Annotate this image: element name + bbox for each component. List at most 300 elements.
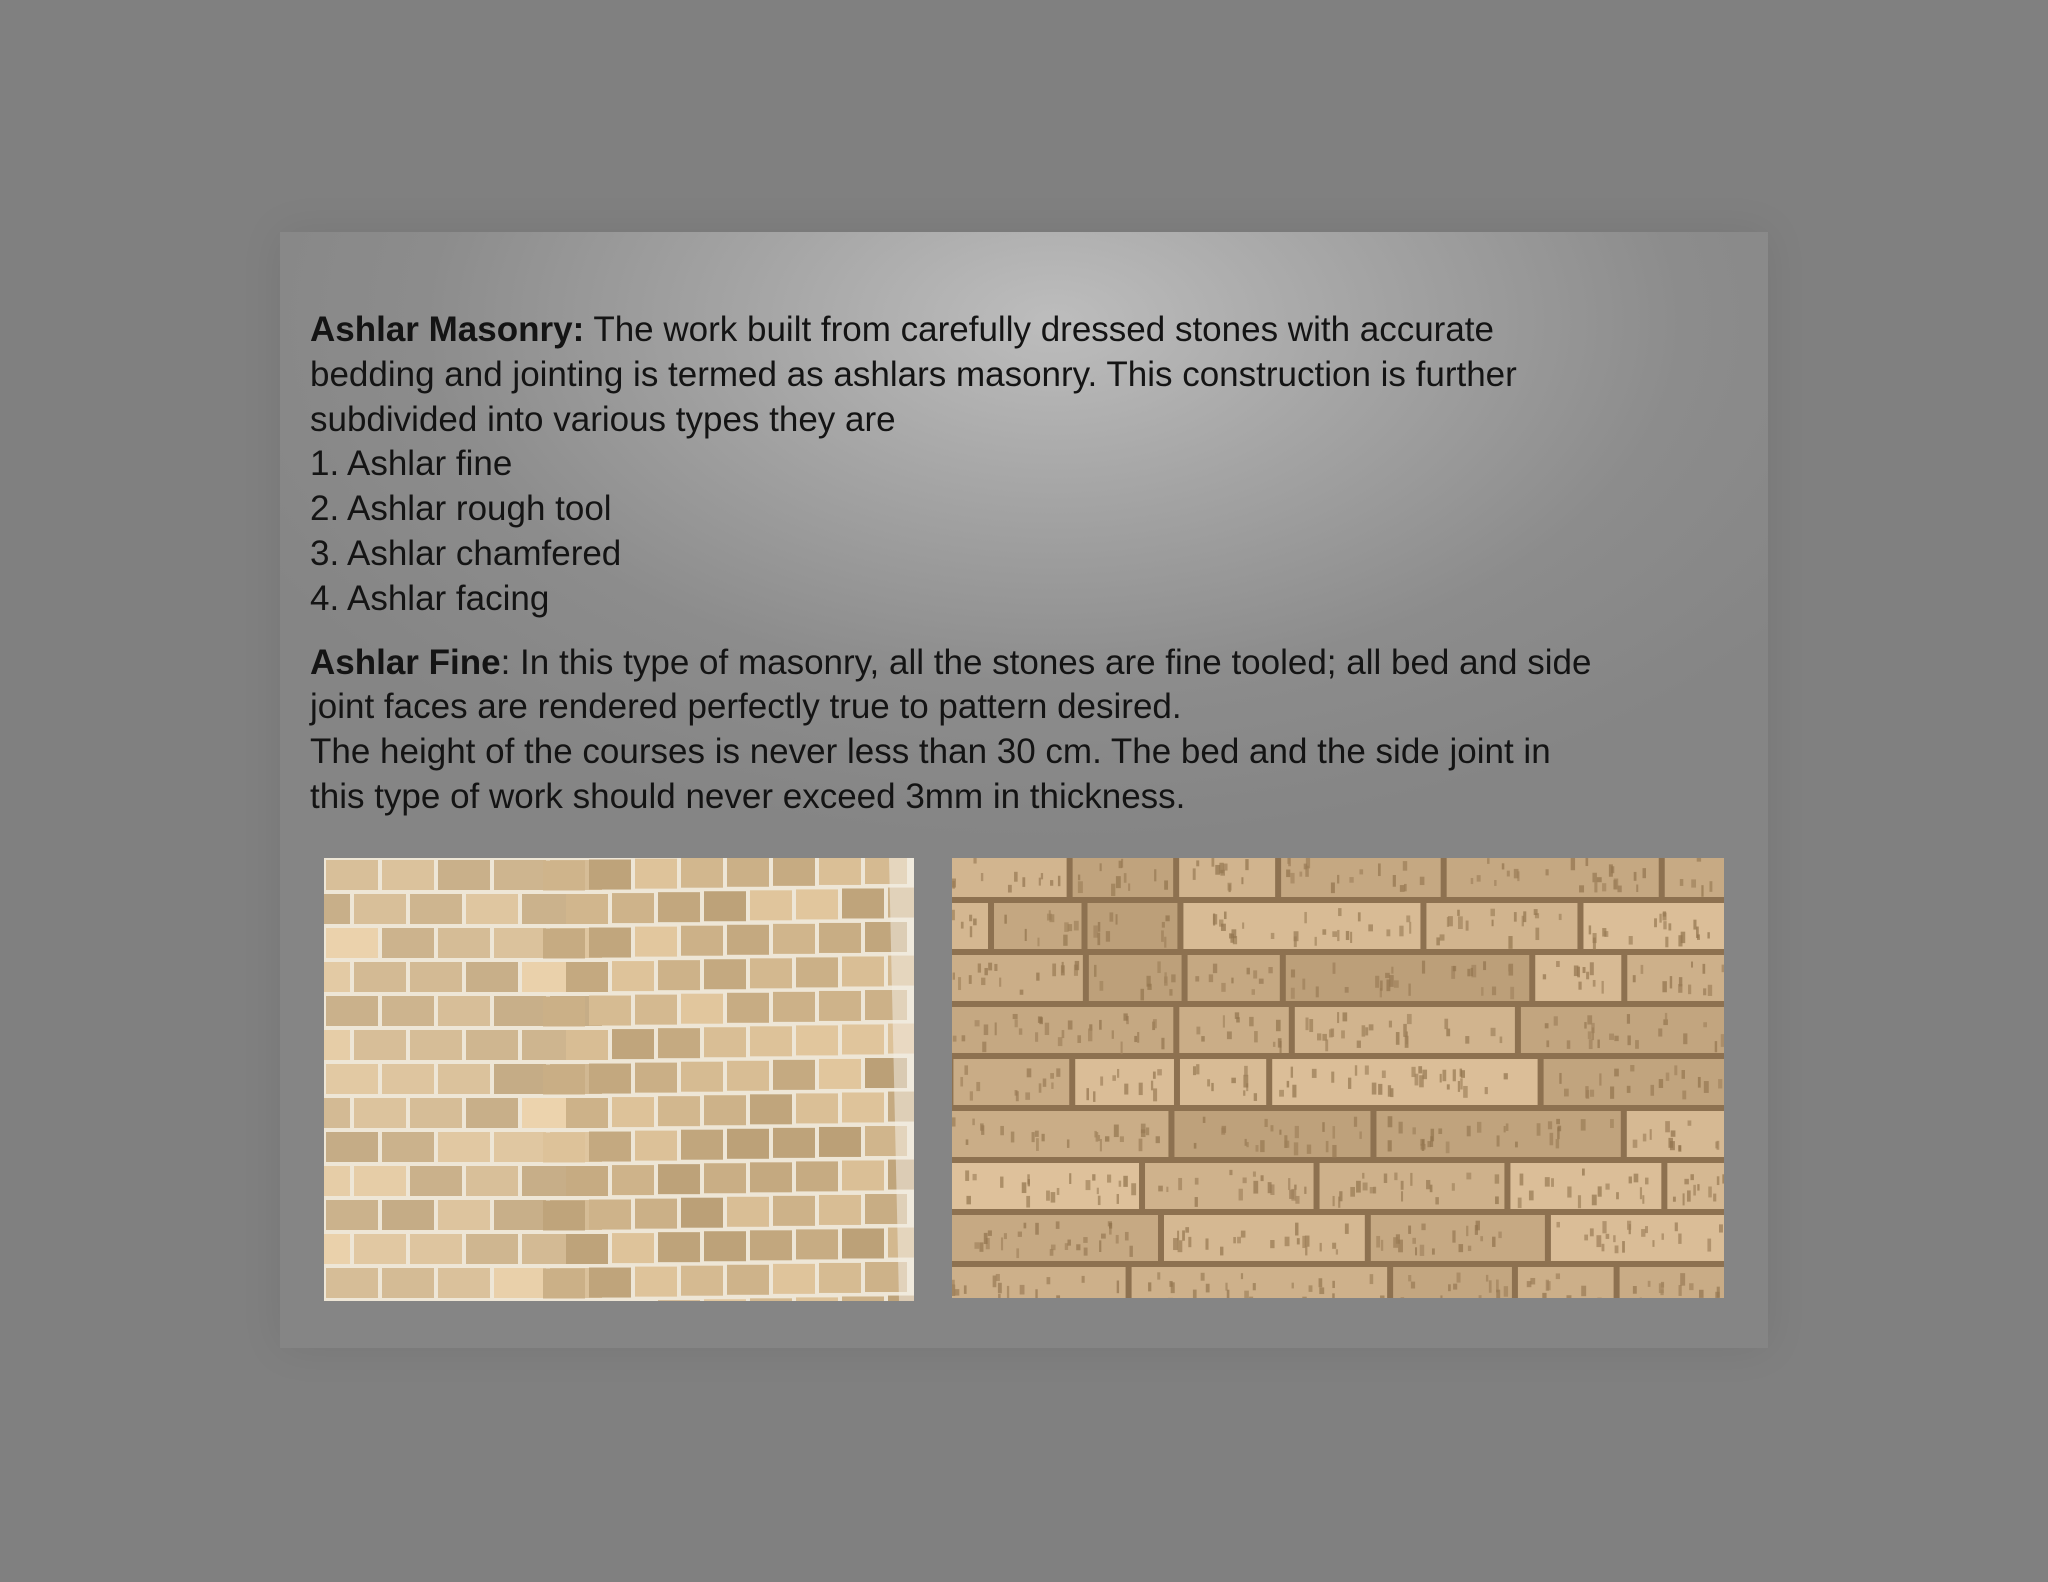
tool-mark (1645, 1178, 1648, 1185)
tool-mark (1221, 983, 1225, 992)
tool-mark (1194, 1143, 1197, 1149)
tool-mark (1557, 1127, 1560, 1139)
tool-mark (1407, 1014, 1412, 1024)
tool-mark (1497, 1135, 1500, 1146)
tool-mark (1465, 1036, 1469, 1044)
tool-mark (1556, 1273, 1560, 1279)
tool-mark (1682, 1091, 1686, 1100)
stone-block (354, 894, 406, 924)
tool-mark (1566, 1295, 1571, 1298)
stone-block (566, 894, 608, 924)
tool-mark (1134, 1036, 1137, 1042)
tool-mark (1084, 1248, 1088, 1256)
tool-mark (1063, 935, 1067, 946)
tool-mark (1077, 1035, 1081, 1043)
tool-mark (1125, 1232, 1129, 1241)
tool-mark (1286, 870, 1290, 878)
tool-mark (1362, 1173, 1364, 1179)
tool-mark (1252, 989, 1255, 995)
tool-mark (1309, 1019, 1313, 1032)
tool-mark (1629, 1176, 1632, 1183)
tool-mark (1584, 1235, 1588, 1241)
tool-mark (1156, 1136, 1160, 1143)
tool-mark (1295, 1223, 1298, 1236)
tool-mark (1520, 1174, 1524, 1186)
tool-mark (1099, 1240, 1101, 1252)
ashlar-fine-text-2: joint faces are rendered perfectly true to pattern desired. (310, 687, 1182, 727)
tool-mark (1693, 920, 1696, 930)
tool-mark (1171, 1282, 1175, 1293)
ashlar-fine-paragraph (310, 641, 1730, 820)
tool-mark (1492, 987, 1496, 996)
tool-mark (1680, 879, 1683, 886)
stone-block (681, 1266, 723, 1296)
tool-mark (1124, 1084, 1128, 1095)
tool-mark (1546, 1040, 1549, 1047)
tool-mark (1231, 978, 1233, 984)
tool-mark (1418, 1066, 1422, 1073)
stone-block (819, 923, 861, 953)
tool-mark (974, 1242, 979, 1249)
stone-block (1521, 1007, 1724, 1053)
stone-block (796, 1297, 838, 1301)
ashlar-tooled-wall-image (952, 858, 1724, 1298)
ashlar-corner-wall-image (324, 858, 914, 1301)
tool-mark (1452, 1183, 1455, 1191)
tool-mark (969, 975, 972, 984)
tool-mark (1050, 1073, 1054, 1079)
stone-block (382, 1064, 434, 1094)
tool-mark (1025, 929, 1027, 941)
tool-mark (1316, 986, 1319, 997)
tool-mark (1556, 1139, 1559, 1148)
stone-block (704, 1027, 746, 1057)
tool-mark (1242, 922, 1244, 928)
tool-mark (952, 1117, 956, 1126)
tool-mark (1161, 930, 1164, 941)
stone-block (566, 1234, 608, 1264)
tool-mark (979, 1242, 983, 1251)
stone-block (842, 1296, 884, 1301)
tool-mark (1359, 869, 1363, 874)
tool-mark (1304, 912, 1307, 923)
tool-mark (1041, 873, 1043, 879)
tool-mark (1036, 973, 1039, 981)
tool-mark (1721, 1034, 1724, 1047)
tool-mark (1288, 858, 1291, 866)
tool-mark (1683, 1033, 1687, 1044)
tool-mark (1086, 1088, 1089, 1100)
tool-mark (1268, 967, 1272, 973)
stone-block (796, 889, 838, 919)
tool-mark (1195, 1178, 1199, 1185)
tool-mark (1447, 1084, 1450, 1089)
tool-mark (1107, 1175, 1111, 1183)
tool-mark (1529, 1191, 1534, 1201)
stone-block (566, 1030, 608, 1060)
tool-mark (1035, 1223, 1039, 1235)
tool-mark (1253, 970, 1257, 978)
tool-mark (1153, 1072, 1156, 1079)
stone-block (326, 1268, 378, 1298)
stone-block (494, 928, 546, 958)
ashlar-masonry-text-3: subdivided into various types they are (310, 399, 896, 439)
tool-mark (1020, 1285, 1025, 1295)
tool-mark (1243, 1075, 1248, 1088)
stone-block (635, 1063, 677, 1093)
stone-block (681, 926, 723, 956)
tool-mark (1117, 1194, 1119, 1204)
tool-mark (962, 1035, 966, 1041)
list-item: 2. Ashlar rough tool (310, 489, 612, 529)
tool-mark (1471, 968, 1473, 976)
tool-mark (1577, 967, 1580, 978)
stone-block (326, 996, 378, 1026)
tool-mark (1305, 866, 1309, 877)
tool-mark (1476, 1221, 1480, 1231)
tool-mark (1633, 975, 1636, 982)
tool-mark (1137, 1032, 1139, 1043)
tool-mark (1627, 1221, 1631, 1230)
tool-mark (1504, 1286, 1508, 1297)
tool-mark (1593, 938, 1596, 950)
tool-mark (1139, 1139, 1143, 1152)
stone-block (324, 1234, 350, 1264)
tool-mark (1463, 1086, 1468, 1098)
tool-mark (1658, 1028, 1662, 1036)
tool-mark (1088, 1028, 1092, 1041)
tool-mark (982, 1042, 986, 1053)
stone-block (704, 959, 746, 989)
tool-mark (1652, 1240, 1654, 1247)
tool-mark (1078, 875, 1080, 881)
tool-mark (984, 1233, 988, 1244)
tool-mark (1588, 1031, 1592, 1039)
ashlar-masonry-heading: Ashlar Masonry: (310, 310, 585, 349)
tool-mark (1460, 1078, 1462, 1089)
tool-mark (1035, 1131, 1039, 1137)
tool-mark (1332, 931, 1337, 937)
tool-mark (1329, 1029, 1333, 1037)
tool-mark (1086, 1180, 1091, 1190)
ashlar-fine-text-1: : In this type of masonry, all the stones are fine tooled; all bed and side (500, 642, 1592, 682)
tool-mark (1446, 1029, 1450, 1037)
tool-mark (1502, 863, 1504, 869)
tool-mark (1018, 1232, 1022, 1237)
tool-mark (1592, 1195, 1597, 1206)
stone-block (704, 1299, 746, 1301)
tool-mark (1477, 875, 1481, 882)
stone-block (612, 1029, 654, 1059)
tool-mark (1589, 1039, 1593, 1049)
tool-mark (1024, 1223, 1027, 1229)
tool-mark (1380, 1295, 1384, 1298)
stone-block (750, 1298, 792, 1301)
stone-block (819, 991, 861, 1021)
tool-mark (1100, 981, 1104, 991)
tool-mark (1020, 990, 1024, 995)
tool-mark (1043, 1078, 1047, 1086)
tool-mark (1007, 1286, 1009, 1298)
stone-block (466, 1098, 518, 1128)
tool-mark (1332, 1281, 1335, 1288)
tool-mark (966, 1139, 969, 1145)
tool-mark (1401, 1297, 1405, 1298)
tool-mark (1403, 1024, 1407, 1037)
tool-mark (1369, 1024, 1374, 1030)
tool-mark (1356, 1181, 1361, 1193)
tool-mark (1354, 1117, 1357, 1127)
stone-block (750, 1094, 792, 1124)
stone-block (842, 888, 884, 918)
tool-mark (1483, 961, 1486, 970)
tool-mark (980, 1123, 984, 1130)
tool-mark (1235, 1012, 1239, 1019)
tool-mark (1195, 976, 1199, 981)
stone-block (438, 1200, 490, 1230)
tool-mark (1385, 973, 1390, 978)
tool-mark (1527, 1281, 1532, 1287)
tool-mark (1709, 881, 1712, 892)
tool-mark (1350, 1187, 1355, 1197)
tool-mark (1585, 1086, 1588, 1098)
tool-mark (1147, 984, 1151, 990)
tool-mark (1273, 1042, 1275, 1047)
tool-mark (1188, 1237, 1191, 1247)
stone-block (382, 928, 434, 958)
stone-block (543, 928, 585, 958)
tool-mark (1116, 876, 1121, 888)
tool-mark (1001, 1237, 1003, 1250)
tool-mark (1691, 962, 1693, 968)
tool-mark (1253, 1181, 1258, 1194)
stone-block (704, 1095, 746, 1125)
tool-mark (1056, 1068, 1060, 1076)
tool-mark (1602, 1221, 1606, 1233)
tool-mark (1098, 1196, 1101, 1205)
tool-mark (1495, 1174, 1499, 1183)
tool-mark (1545, 1023, 1549, 1028)
tool-mark (1477, 1122, 1481, 1133)
tool-mark (1032, 1132, 1035, 1142)
tool-mark (1123, 1013, 1127, 1020)
tool-mark (1357, 1041, 1361, 1048)
stone-block (658, 1232, 700, 1262)
tool-mark (1609, 864, 1613, 876)
tool-mark (1663, 921, 1666, 929)
tool-mark (1634, 872, 1637, 881)
tool-mark (1419, 1075, 1424, 1087)
tool-mark (1659, 1283, 1664, 1293)
stone-block (681, 1198, 723, 1228)
tool-mark (1297, 1238, 1300, 1244)
tool-mark (1722, 1174, 1724, 1183)
tool-mark (996, 1274, 1000, 1281)
tool-mark (1567, 1040, 1571, 1049)
tool-mark (1599, 1073, 1601, 1085)
tool-mark (1295, 1126, 1299, 1138)
stone-block (438, 1268, 490, 1298)
tool-mark (1288, 1178, 1290, 1190)
tool-mark (1304, 1187, 1306, 1194)
tool-mark (1691, 879, 1696, 887)
tool-mark (1098, 1135, 1100, 1141)
tool-mark (1602, 928, 1606, 936)
stone-block (750, 1230, 792, 1260)
stone-block (566, 962, 608, 992)
tool-mark (1594, 882, 1597, 892)
tool-mark (1665, 937, 1668, 948)
tool-mark (1614, 1036, 1618, 1041)
stone-block (842, 1160, 884, 1190)
stone-block (1179, 1007, 1288, 1053)
tool-mark (1412, 1238, 1416, 1244)
tool-mark (1504, 1073, 1508, 1079)
stone-block (382, 860, 434, 890)
tool-mark (958, 977, 961, 990)
stone-block (494, 1132, 546, 1162)
tool-mark (1453, 1069, 1456, 1081)
tool-mark (1546, 1280, 1549, 1291)
slide (280, 232, 1768, 1348)
tool-mark (1157, 1069, 1162, 1075)
tool-mark (1504, 1126, 1506, 1132)
tool-mark (1178, 1240, 1183, 1252)
stone-block (326, 1132, 378, 1162)
tool-mark (988, 963, 992, 971)
tool-mark (1068, 924, 1073, 931)
tool-mark (1420, 877, 1425, 885)
tool-mark (1164, 937, 1166, 948)
tool-mark (1687, 1190, 1691, 1201)
stone-block (324, 1166, 350, 1196)
tool-mark (1496, 1290, 1500, 1298)
tool-mark (1338, 908, 1341, 916)
tool-mark (1363, 1183, 1368, 1191)
tool-mark (1682, 1070, 1685, 1079)
tool-mark (952, 910, 955, 920)
tool-mark (972, 1119, 975, 1126)
tool-mark (1688, 985, 1691, 995)
tool-mark (1203, 1117, 1206, 1123)
tool-mark (1098, 922, 1100, 932)
tool-mark (1567, 1186, 1571, 1197)
tool-mark (1668, 1138, 1673, 1148)
tool-mark (1355, 1065, 1357, 1075)
tool-mark (1634, 1174, 1639, 1183)
tool-mark (1630, 1065, 1634, 1071)
tool-mark (1690, 1174, 1693, 1180)
tool-mark (1292, 1085, 1296, 1098)
tool-mark (1375, 976, 1379, 988)
stone-block (438, 996, 490, 1026)
stone-block (326, 860, 378, 890)
tool-mark (1398, 1240, 1403, 1253)
stone-block (566, 1098, 608, 1128)
tool-mark (1514, 869, 1519, 878)
tool-mark (1610, 1086, 1614, 1098)
tool-mark (1278, 1038, 1282, 1047)
tool-mark (1665, 1121, 1670, 1132)
stone-block (658, 1164, 700, 1194)
tool-mark (1578, 982, 1581, 990)
tool-mark (1343, 1012, 1348, 1021)
stone-block (466, 962, 518, 992)
stone-block (658, 960, 700, 990)
tool-mark (1011, 1132, 1015, 1143)
ashlar-fine-text-3: The height of the courses is never less than 30 cm. The bed and the side joint in (310, 732, 1551, 772)
tool-mark (1093, 925, 1097, 937)
tool-mark (1699, 1290, 1704, 1298)
stone-block (773, 924, 815, 954)
tool-mark (1435, 1197, 1439, 1204)
tool-mark (1279, 1130, 1281, 1135)
tool-mark (1057, 1188, 1060, 1195)
stone-block (589, 1200, 631, 1230)
tool-mark (1698, 1077, 1701, 1088)
tool-mark (1583, 967, 1586, 973)
stone-block (681, 1062, 723, 1092)
stone-block (589, 1132, 631, 1162)
tool-mark (1471, 878, 1473, 884)
tool-mark (1680, 1273, 1685, 1286)
tool-mark (1411, 1067, 1415, 1077)
stone-block (952, 903, 988, 949)
tool-mark (1050, 880, 1053, 886)
tool-mark (1244, 1066, 1248, 1076)
stone-block (612, 1097, 654, 1127)
stone-block (1188, 955, 1280, 1001)
stone-block (589, 1268, 631, 1298)
stone-block (658, 1028, 700, 1058)
tool-mark (1633, 1286, 1637, 1294)
tool-mark (1556, 961, 1560, 967)
tool-mark (1022, 1182, 1027, 1193)
tool-mark (1260, 1140, 1264, 1152)
stone-block (1583, 903, 1724, 949)
tool-mark (1058, 876, 1060, 886)
tool-mark (1333, 963, 1336, 974)
stone-block (466, 1166, 518, 1196)
tool-mark (1068, 1020, 1073, 1029)
tool-mark (1161, 1038, 1164, 1049)
tool-mark (1679, 1285, 1682, 1296)
tool-mark (1256, 1145, 1259, 1152)
ashlar-fine-heading: Ashlar Fine (310, 642, 501, 682)
stone-block (727, 1061, 769, 1091)
tool-mark (973, 918, 977, 925)
tool-mark (1253, 1171, 1256, 1176)
tool-mark (1264, 1119, 1267, 1127)
tool-mark (1550, 1133, 1554, 1145)
tool-mark (1421, 1224, 1425, 1231)
stone-block (438, 1132, 490, 1162)
tool-mark (1078, 881, 1083, 893)
stone-block (635, 1131, 677, 1161)
tool-mark (965, 1170, 969, 1181)
tool-mark (1196, 1064, 1199, 1074)
tool-mark (1099, 1020, 1102, 1030)
tool-mark (1479, 1295, 1482, 1298)
tool-mark (1605, 1184, 1609, 1190)
tool-mark (953, 1036, 957, 1042)
stone-block (842, 1092, 884, 1122)
tool-mark (960, 1077, 963, 1086)
tool-mark (1227, 1031, 1232, 1039)
tool-mark (1610, 1119, 1614, 1128)
tool-mark (1164, 880, 1168, 889)
stone-block (438, 928, 490, 958)
